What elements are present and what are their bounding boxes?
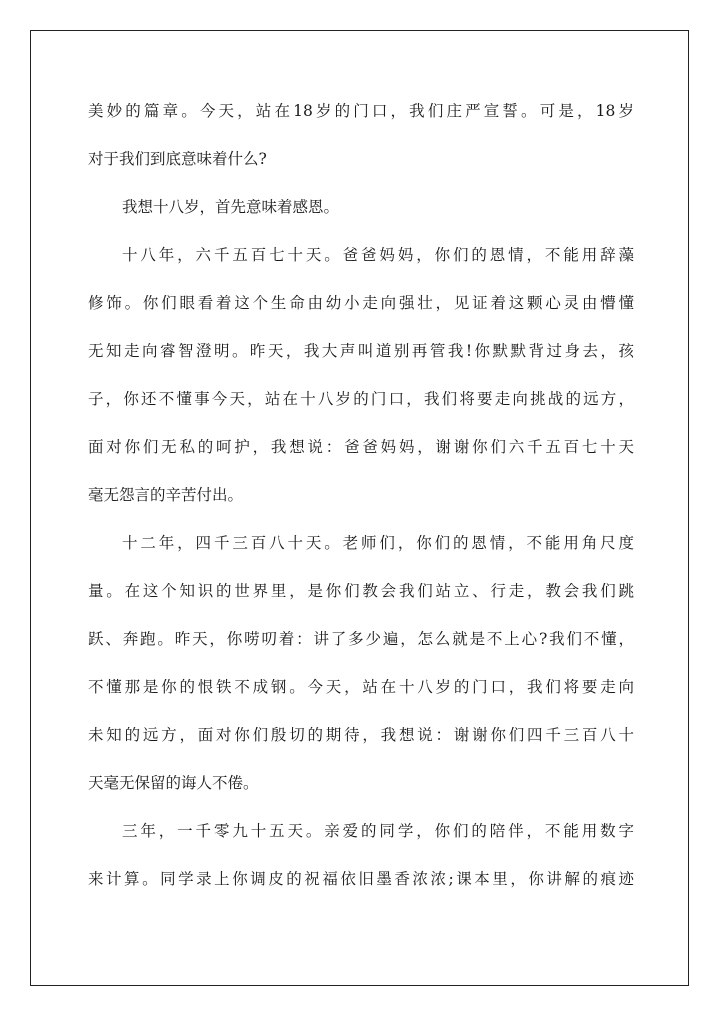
text-line: 十二年，四千三百八十天。老师们，你们的恩情，不能用角尺度: [122, 534, 634, 552]
text-line: 跃、奔跑。昨天，你唠叨着：讲了多少遍，怎么就是不上心?我们不懂，: [88, 630, 634, 648]
text-line: 子，你还不懂事今天，站在十八岁的门口，我们将要走向挑战的远方，: [88, 390, 634, 408]
text-line: 未知的远方，面对你们殷切的期待，我想说：谢谢你们四千三百八十: [88, 726, 634, 744]
text-line: 我想十八岁，首先意味着感恩。: [122, 198, 340, 216]
text-line: 量。在这个知识的世界里，是你们教会我们站立、行走，教会我们跳: [88, 582, 634, 600]
document-body: [88, 95, 634, 911]
text-line: 十八年，六千五百七十天。爸爸妈妈，你们的恩情，不能用辞藻: [122, 246, 634, 264]
text-line: 天毫无保留的诲人不倦。: [88, 774, 259, 792]
text-line: 无知走向睿智澄明。昨天，我大声叫道别再管我!你默默背过身去，孩: [88, 342, 634, 360]
text-line: 面对你们无私的呵护，我想说：爸爸妈妈，谢谢你们六千五百七十天: [88, 438, 634, 456]
text-line: 对于我们到底意味着什么?: [88, 150, 267, 168]
text-line: 毫无怨言的辛苦付出。: [88, 486, 244, 504]
text-line: 不懂那是你的恨铁不成钢。今天，站在十八岁的门口，我们将要走向: [88, 678, 634, 696]
text-line: 来计算。同学录上你调皮的祝福依旧墨香浓浓;课本里，你讲解的痕迹: [88, 870, 634, 888]
text-line: 美妙的篇章。今天，站在18岁的门口，我们庄严宣誓。可是，18岁: [88, 102, 634, 120]
text-line: 修饰。你们眼看着这个生命由幼小走向强壮，见证着这颗心灵由懵懂: [88, 294, 634, 312]
text-line: 三年，一千零九十五天。亲爱的同学，你们的陪伴，不能用数字: [122, 822, 634, 840]
